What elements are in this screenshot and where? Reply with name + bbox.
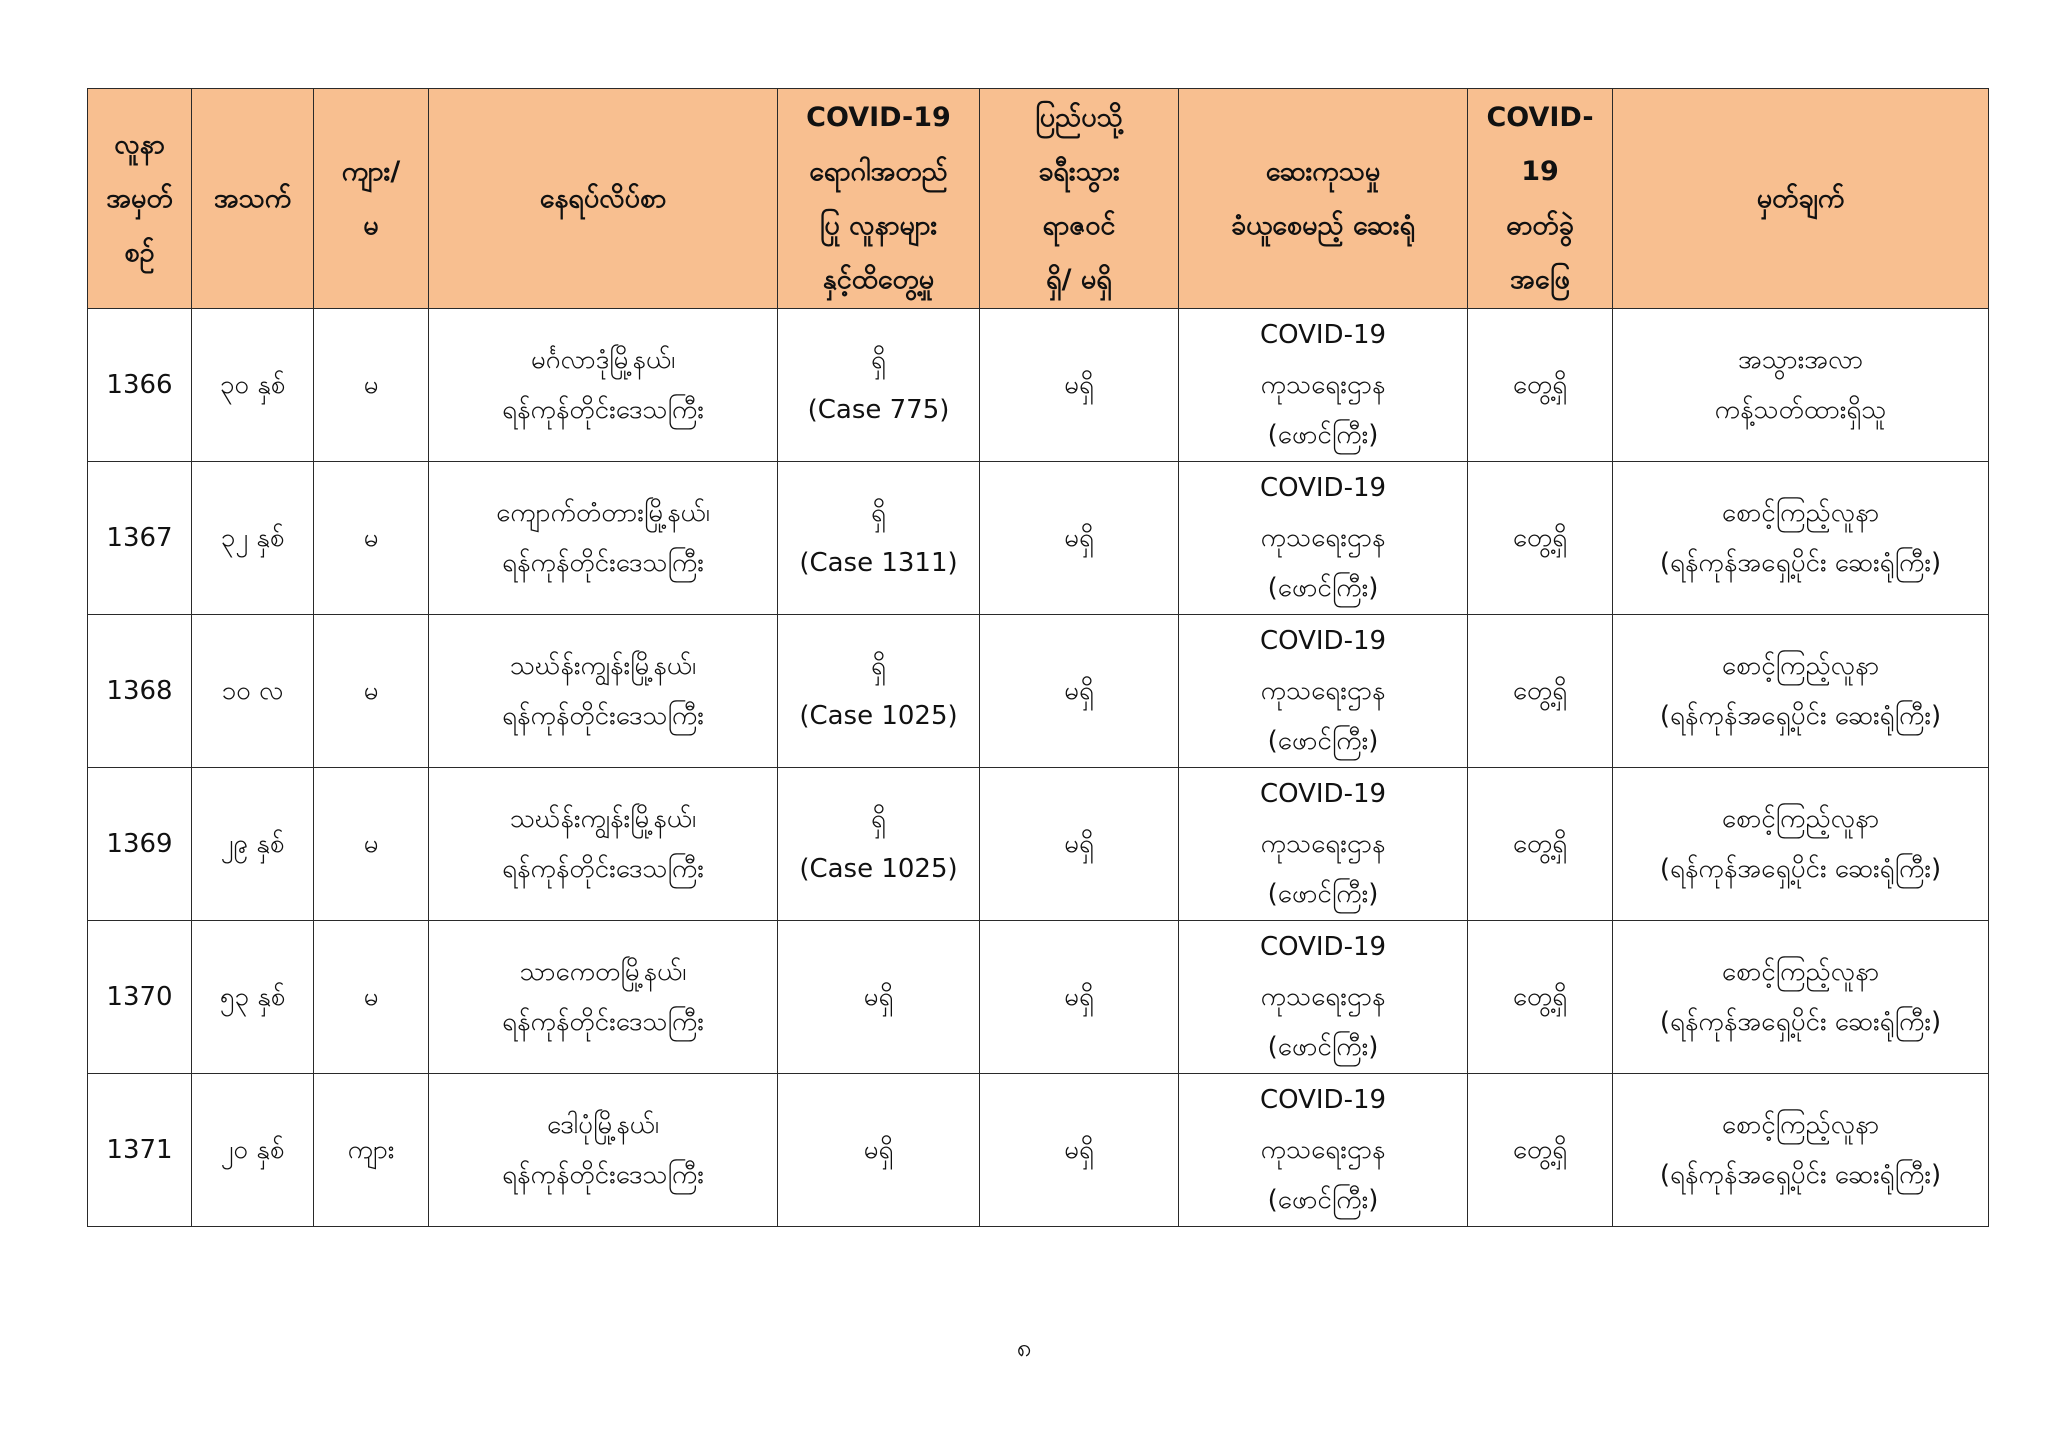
cell-sex (314, 462, 429, 615)
cell-contact (778, 921, 980, 1074)
cell-lab-result (1468, 462, 1613, 615)
cell-lab-result (1468, 768, 1613, 921)
header-case-number: လူနာ အမှတ် စဉ် (88, 89, 192, 309)
cell-text: တွေ့ရှိ (1512, 1135, 1568, 1165)
cell-text: (ရန်ကုန်အရှေ့ပိုင်း ဆေးရုံကြီး) (1659, 854, 1942, 884)
header-age: အသက် (192, 89, 314, 309)
cell-text: ၂၀ နှစ် (220, 1135, 285, 1165)
cell-text: ကုသရေးဌာန (1260, 523, 1386, 553)
table-row (88, 768, 1989, 921)
cell-travel-history (980, 921, 1179, 1074)
cell-text: မ (363, 370, 379, 400)
case-table (87, 88, 1989, 1227)
cell-text: 1366 (106, 370, 173, 400)
cell-text: တွေ့ရှိ (1512, 370, 1568, 400)
cell-address (429, 1074, 778, 1227)
cell-lab-result (1468, 921, 1613, 1074)
cell-text: ကုသရေးဌာန (1260, 1135, 1386, 1165)
cell-text: 1368 (106, 676, 173, 706)
cell-text: တွေ့ရှိ (1512, 523, 1568, 553)
page-number: ၈ (1016, 1333, 1032, 1363)
header-lab-result: COVID- 19 ဓာတ်ခွဲ အဖြေ (1468, 89, 1613, 309)
cell-text: ရှိ (871, 651, 886, 681)
cell-sex (314, 615, 429, 768)
cell-text: 1369 (106, 829, 173, 859)
cell-remarks (1613, 309, 1989, 462)
cell-text: စောင့်ကြည့်လူနာ (1721, 651, 1880, 681)
cell-text: တွေ့ရှိ (1512, 676, 1568, 706)
cell-text: ကုသရေးဌာန (1260, 982, 1386, 1012)
header-remarks: မှတ်ချက် (1613, 89, 1989, 309)
cell-text: မရှိ (1064, 523, 1094, 553)
cell-hospital (1179, 462, 1468, 615)
cell-text: ၅၃ နှစ် (219, 982, 286, 1012)
header-address: နေရပ်လိပ်စာ (429, 89, 778, 309)
cell-text: (Case 1025) (799, 701, 958, 731)
cell-text: မ (363, 676, 379, 706)
cell-sex (314, 921, 429, 1074)
cell-text: ကန့်သတ်ထားရှိသူ (1714, 395, 1887, 425)
cell-contact (778, 768, 980, 921)
cell-text: ရန်ကုန်တိုင်းဒေသကြီး (502, 395, 704, 425)
cell-text: မရှိ (863, 982, 894, 1012)
cell-text: (Case 1311) (799, 548, 958, 578)
header-sex: ကျား/ မ (314, 89, 429, 309)
cell-text: (ဖောင်ကြီး) (1267, 879, 1379, 909)
cell-lab-result (1468, 615, 1613, 768)
cell-remarks (1613, 768, 1989, 921)
cell-text: (ဖောင်ကြီး) (1267, 726, 1379, 756)
cell-sex (314, 1074, 429, 1227)
cell-text: (ရန်ကုန်အရှေ့ပိုင်း ဆေးရုံကြီး) (1659, 1007, 1942, 1037)
cell-text: 1367 (106, 523, 173, 553)
cell-text: မရှိ (1064, 370, 1094, 400)
cell-remarks (1613, 462, 1989, 615)
table-row (88, 615, 1989, 768)
cell-age (192, 1074, 314, 1227)
cell-address (429, 921, 778, 1074)
cell-lab-result (1468, 1074, 1613, 1227)
cell-text: 1371 (106, 1135, 173, 1165)
table-body (88, 309, 1989, 1227)
cell-travel-history (980, 462, 1179, 615)
cell-text: (ဖောင်ကြီး) (1267, 573, 1379, 603)
cell-text: အသွားအလာ (1737, 345, 1864, 375)
cell-text: (Case 775) (807, 395, 950, 425)
cell-text: မရှိ (1064, 829, 1094, 859)
cell-text: သဃ်န်းကျွန်းမြို့နယ်၊ (509, 651, 697, 681)
cell-text: ကုသရေးဌာန (1260, 829, 1386, 859)
cell-text: စောင့်ကြည့်လူနာ (1721, 957, 1880, 987)
cell-contact (778, 1074, 980, 1227)
cell-text: သာကေတမြို့နယ်၊ (519, 957, 687, 987)
cell-text: မ (363, 982, 379, 1012)
cell-sex (314, 768, 429, 921)
cell-text: မရှိ (863, 1135, 894, 1165)
table-row (88, 1074, 1989, 1227)
cell-text: မင်္ဂလာဒုံမြို့နယ်၊ (530, 345, 676, 375)
cell-text: ဒေါပုံမြို့နယ်၊ (546, 1110, 660, 1140)
cell-hospital (1179, 615, 1468, 768)
cell-text: ၁၀ လ (221, 676, 284, 706)
cell-text: COVID-19 (1259, 779, 1387, 809)
cell-lab-result (1468, 309, 1613, 462)
cell-text: (ရန်ကုန်အရှေ့ပိုင်း ဆေးရုံကြီး) (1659, 548, 1942, 578)
cell-case-number (88, 768, 192, 921)
cell-sex (314, 309, 429, 462)
cell-travel-history (980, 615, 1179, 768)
cell-text: ၃၂ နှစ် (220, 523, 285, 553)
cell-contact (778, 309, 980, 462)
cell-age (192, 921, 314, 1074)
cell-hospital (1179, 768, 1468, 921)
cell-case-number (88, 921, 192, 1074)
cell-travel-history (980, 768, 1179, 921)
cell-text: COVID-19 (1259, 626, 1387, 656)
cell-text: (ဖောင်ကြီး) (1267, 1185, 1379, 1215)
cell-text: ကုသရေးဌာန (1260, 370, 1386, 400)
cell-text: စောင့်ကြည့်လူနာ (1721, 498, 1880, 528)
cell-text: မ (363, 523, 379, 553)
cell-text: စောင့်ကြည့်လူနာ (1721, 1110, 1880, 1140)
cell-text: ကျောက်တံတားမြို့နယ်၊ (496, 498, 710, 528)
cell-hospital (1179, 309, 1468, 462)
cell-age (192, 615, 314, 768)
cell-text: (ရန်ကုန်အရှေ့ပိုင်း ဆေးရုံကြီး) (1659, 701, 1942, 731)
cell-text: ရန်ကုန်တိုင်းဒေသကြီး (502, 548, 704, 578)
cell-case-number (88, 1074, 192, 1227)
cell-text: စောင့်ကြည့်လူနာ (1721, 804, 1880, 834)
cell-case-number (88, 615, 192, 768)
cell-address (429, 768, 778, 921)
cell-text: COVID-19 (1259, 1085, 1387, 1115)
header-hospital: ဆေးကုသမှု ခံယူစေမည့် ဆေးရုံ (1179, 89, 1468, 309)
cell-text: ရန်ကုန်တိုင်းဒေသကြီး (502, 701, 704, 731)
cell-address (429, 615, 778, 768)
table-row (88, 462, 1989, 615)
cell-contact (778, 462, 980, 615)
cell-age (192, 462, 314, 615)
cell-text: တွေ့ရှိ (1512, 829, 1568, 859)
table-row (88, 921, 1989, 1074)
cell-text: သဃ်န်းကျွန်းမြို့နယ်၊ (509, 804, 697, 834)
cell-text: မ (363, 829, 379, 859)
cell-text: ကုသရေးဌာန (1260, 676, 1386, 706)
header-contact: COVID-19 ရောဂါအတည် ပြု လူနာများ နှင့်ထိတွေ့မှု (778, 89, 980, 309)
cell-text: မရှိ (1064, 982, 1094, 1012)
cell-text: ကျား (347, 1135, 395, 1165)
cell-address (429, 309, 778, 462)
cell-text: (ဖောင်ကြီး) (1267, 420, 1379, 450)
header-travel-history: ပြည်ပသို့ ခရီးသွား ရာဇဝင် ရှိ/ မရှိ (980, 89, 1179, 309)
cell-remarks (1613, 921, 1989, 1074)
cell-text: ရှိ (871, 345, 886, 375)
cell-text: COVID-19 (1259, 932, 1387, 962)
cell-text: 1370 (106, 982, 173, 1012)
cell-age (192, 768, 314, 921)
cell-text: ရန်ကုန်တိုင်းဒေသကြီး (502, 1160, 704, 1190)
table-row (88, 309, 1989, 462)
cell-text: ရန်ကုန်တိုင်းဒေသကြီး (502, 1007, 704, 1037)
cell-text: COVID-19 (1259, 473, 1387, 503)
cell-remarks (1613, 1074, 1989, 1227)
case-table-container (87, 88, 1988, 1227)
cell-text: COVID-19 (1259, 320, 1387, 350)
cell-text: ၂၉ နှစ် (220, 829, 285, 859)
cell-remarks (1613, 615, 1989, 768)
cell-text: မရှိ (1064, 1135, 1094, 1165)
cell-text: (Case 1025) (799, 854, 958, 884)
cell-address (429, 462, 778, 615)
cell-case-number (88, 309, 192, 462)
cell-text: ရန်ကုန်တိုင်းဒေသကြီး (502, 854, 704, 884)
cell-text: ရှိ (871, 498, 886, 528)
cell-text: ၃၀ နှစ် (219, 370, 286, 400)
cell-travel-history (980, 1074, 1179, 1227)
header-row (88, 89, 1989, 309)
cell-text: တွေ့ရှိ (1512, 982, 1568, 1012)
cell-travel-history (980, 309, 1179, 462)
cell-text: (ဖောင်ကြီး) (1267, 1032, 1379, 1062)
cell-age (192, 309, 314, 462)
cell-text: (ရန်ကုန်အရှေ့ပိုင်း ဆေးရုံကြီး) (1659, 1160, 1942, 1190)
cell-hospital (1179, 921, 1468, 1074)
cell-hospital (1179, 1074, 1468, 1227)
cell-text: မရှိ (1064, 676, 1094, 706)
cell-contact (778, 615, 980, 768)
cell-case-number (88, 462, 192, 615)
cell-text: ရှိ (871, 804, 886, 834)
